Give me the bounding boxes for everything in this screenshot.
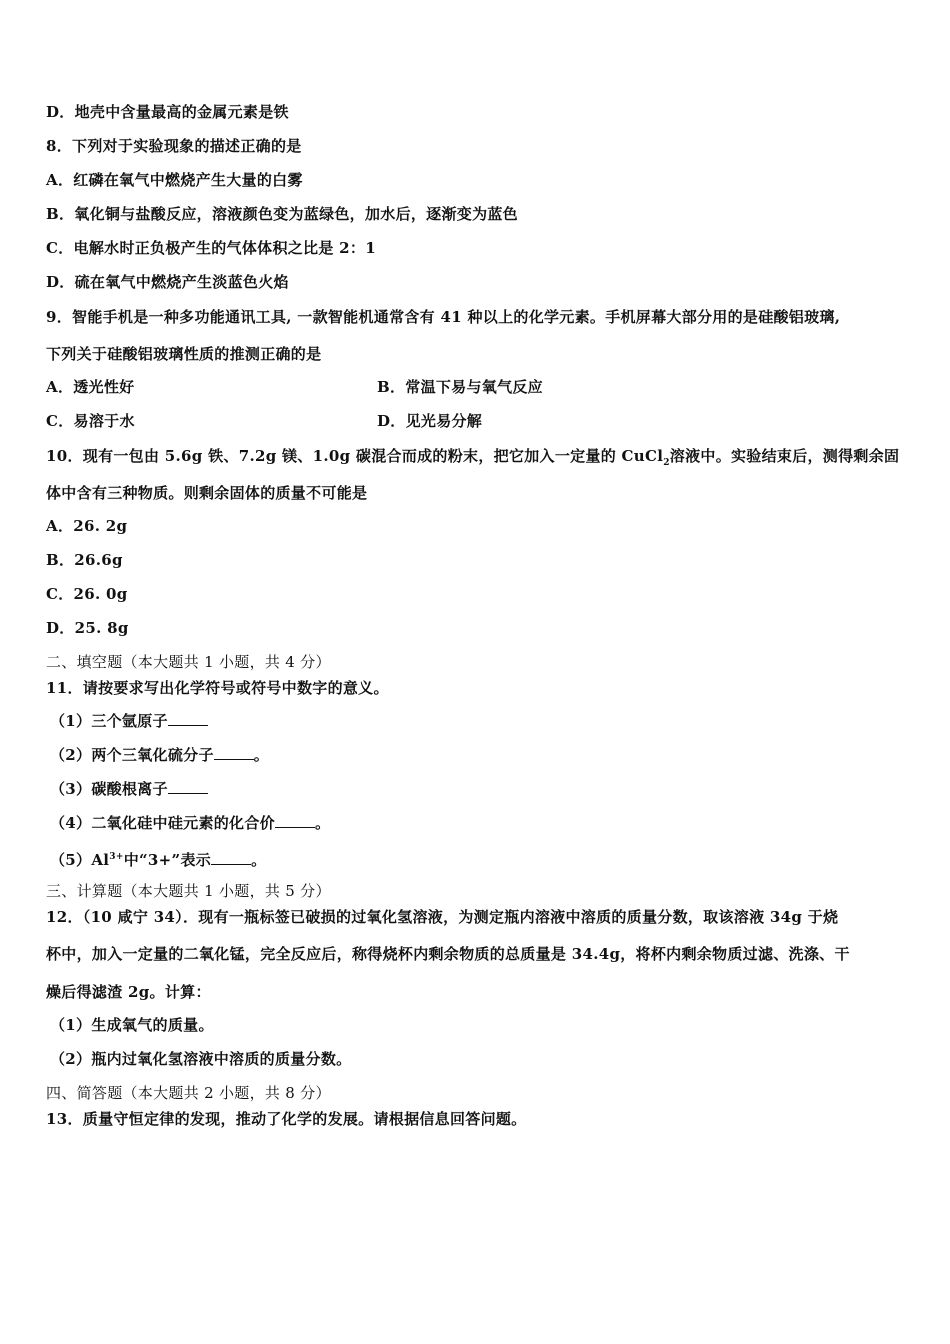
end-mark: 。 [253,746,270,764]
q9-options-row1 [46,377,896,397]
q8-option-a: A．红磷在氧气中燃烧产生大量的白雾 [46,171,303,189]
q11-part-5 [50,847,266,870]
q10-option-a: A．26. 2g [46,517,128,535]
q10-option-d: D．25. 8g [46,619,129,637]
q12-stem-line1: 12．（10 咸宁 34）．现有一瓶标签已破损的过氧化氢溶液，为测定瓶内溶液中溶质的质量分数，取该溶液 34g 于烧 [46,908,839,926]
end-mark: 。 [251,851,267,869]
q11-part-1 [50,711,208,731]
q11-superscript: 3+ [109,852,124,862]
q12-stem-line3: 燥后得滤渣 2g。计算： [46,983,211,1001]
q8-option-d: D．硫在氧气中燃烧产生淡蓝色火焰 [46,273,289,291]
q8-option-c: C．电解水时正负极产生的气体体积之比是 2：1 [46,239,376,257]
q9-stem-line2: 下列关于硅酸铝玻璃性质的推测正确的是 [46,345,322,363]
q9-options-row2 [46,411,896,431]
q8-option-b: B．氧化铜与盐酸反应，溶液颜色变为蓝绿色，加水后，逐渐变为蓝色 [46,205,518,223]
q7-option-d: D．地壳中含量最高的金属元素是铁 [46,103,289,121]
q12-part-2: （2）瓶内过氧化氢溶液中溶质的质量分数。 [50,1050,352,1068]
q10-stem-part1: 10．现有一包由 5.6g 铁、7.2g 镁、1.0g 碳混合而成的粉末，把它加入一定量的 CuCl [46,447,664,465]
q9-option-d: D．见光易分解 [377,412,483,430]
q11-part-5-text: （5）Al [50,851,110,869]
q10-stem-line2: 体中含有三种物质。则剩余固体的质量不可能是 [46,484,368,502]
q11-part-3 [50,779,208,799]
q8-stem: 8．下列对于实验现象的描述正确的是 [46,137,302,155]
q10-stem-line1 [46,446,899,473]
q10-stem-part2: 溶液中。实验结束后，测得剩余固 [669,447,900,465]
answer-blank[interactable] [168,779,208,794]
answer-blank[interactable] [275,813,315,828]
q10-subscript: 2 [663,458,670,468]
q11-part-3-text: （3）碳酸根离子 [50,780,168,798]
q12-stem-line2: 杯中，加入一定量的二氧化锰，完全反应后，称得烧杯内剩余物质的总质量是 34.4g，将杯内剩余物质过滤、洗涤、干 [46,945,850,963]
q11-part-5-text2: 中“3+”表示 [123,851,212,869]
section-2-title: 二、填空题（本大题共 1 小题，共 4 分） [46,653,331,671]
q10-option-b: B．26.6g [46,551,123,569]
q9-option-b: B．常温下易与氧气反应 [377,378,543,396]
q11-stem: 11．请按要求写出化学符号或符号中数字的意义。 [46,679,389,697]
q12-part-1: （1）生成氧气的质量。 [50,1016,214,1034]
section-3-title: 三、计算题（本大题共 1 小题，共 5 分） [46,882,331,900]
answer-blank[interactable] [211,850,251,865]
section-4-title: 四、简答题（本大题共 2 小题，共 8 分） [46,1084,331,1102]
answer-blank[interactable] [168,711,208,726]
answer-blank[interactable] [214,745,254,760]
q9-stem-line1: 9．智能手机是一种多功能通讯工具, 一款智能机通常含有 41 种以上的化学元素。手机屏幕大部分用的是硅酸铝玻璃, [46,308,841,326]
q9-option-a: A．透光性好 [46,378,135,396]
q10-option-c: C．26. 0g [46,585,128,603]
q11-part-4 [50,813,330,833]
end-mark: 。 [314,814,331,832]
q11-part-2 [50,745,269,765]
q11-part-4-text: （4）二氧化硅中硅元素的化合价 [50,814,275,832]
q13-stem: 13．质量守恒定律的发现，推动了化学的发展。请根据信息回答问题。 [46,1110,527,1128]
q9-option-c: C．易溶于水 [46,412,135,430]
q11-part-1-text: （1）三个氩原子 [50,712,168,730]
q11-part-2-text: （2）两个三氧化硫分子 [50,746,214,764]
